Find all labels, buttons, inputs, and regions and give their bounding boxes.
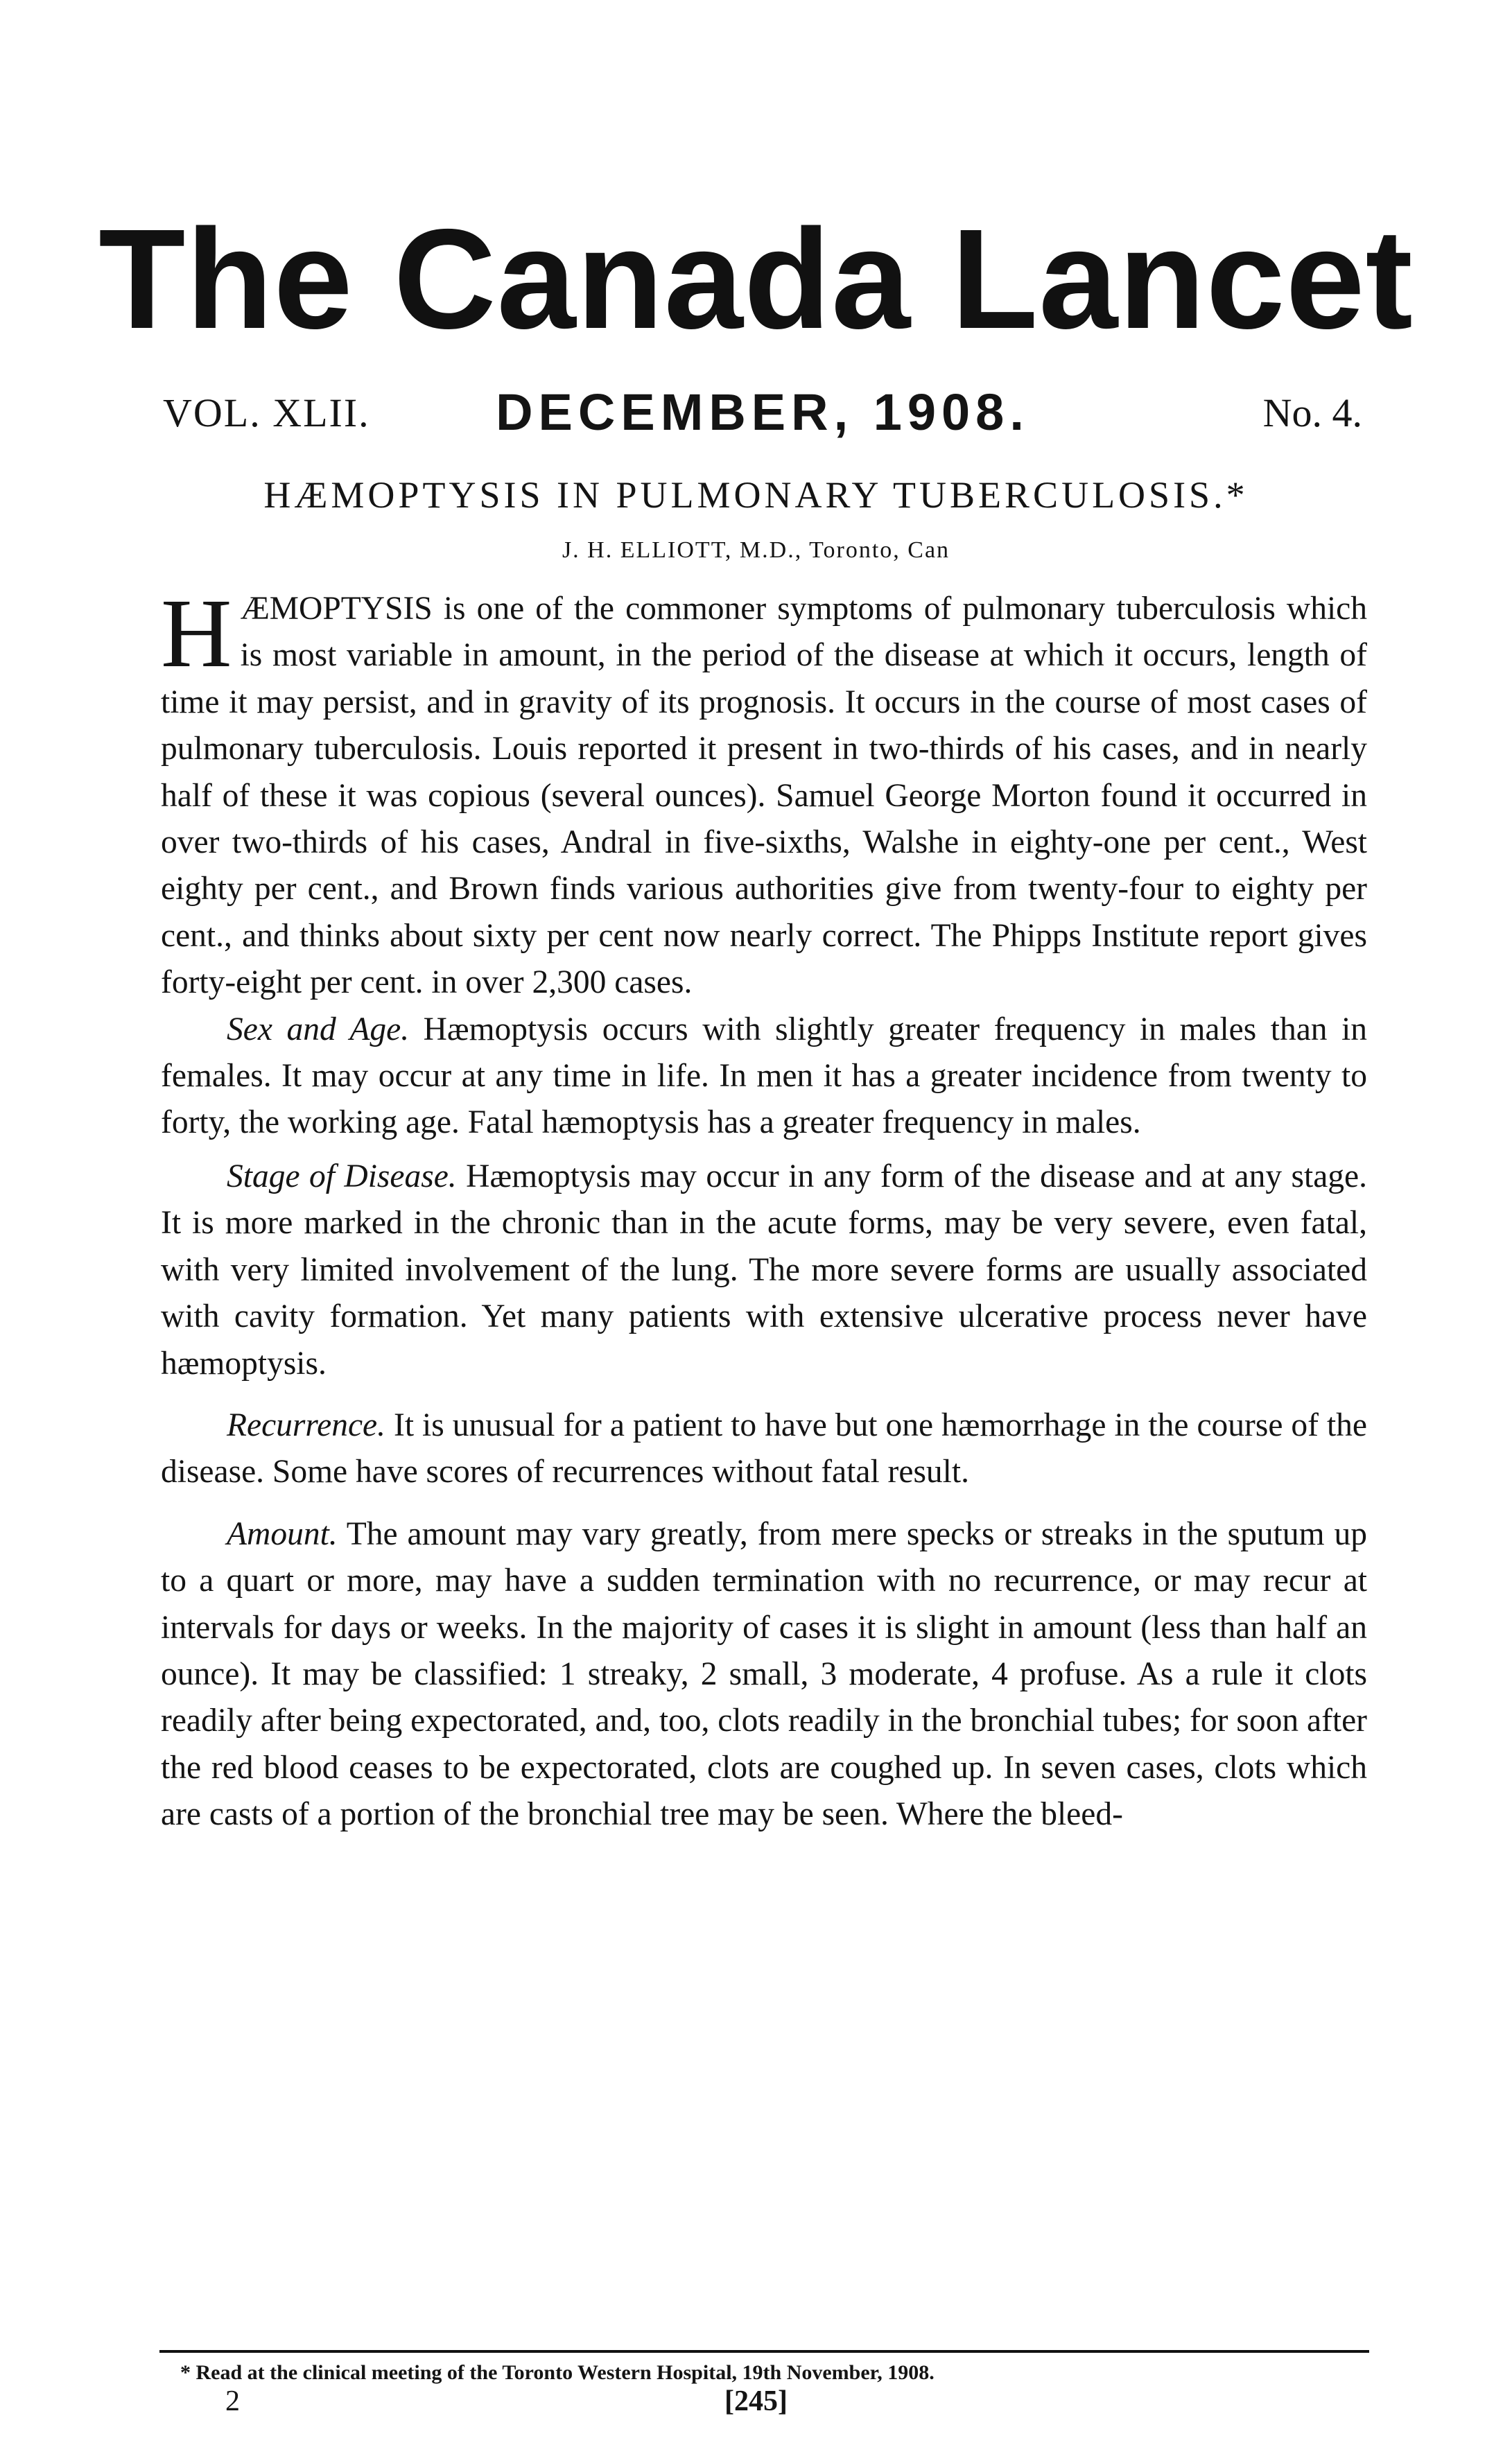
section-amount [161, 1511, 1367, 1838]
intro-paragraph [161, 578, 1367, 1007]
section-text: The amount may vary greatly, from mere specks or streaks in the sputum up to a quart or more, may have a sudden termination with no recurrence, or may recur at intervals for days or weeks. In the majority of cases it is slight in amount (less than half an ounce). It may be classified: 1 streaky, 2 small, 3 moderate, 4 profuse. As a rule it clots readily after being expectorated, and, too, clots readily in the bronchial tubes; for soon after the red blood ceases to be expectorated, clots are coughed up. In seven cases, clots which are casts of a portion of the bronchial tree may be seen. Where the bleed- [161, 1515, 1367, 1833]
section-heading: Amount. [227, 1515, 338, 1552]
section-heading: Stage of Disease. [227, 1158, 457, 1194]
issue-number: No. 4. [1262, 390, 1362, 435]
section-heading: Sex and Age. [227, 1011, 410, 1047]
section-text: Hæmoptysis occurs with slightly greater frequency in males than in females. It may occur at any time in life. In men it has a greater incidence from twenty to forty, the working age. Fatal hæmoptysis has a greater frequency in males. [161, 1011, 1368, 1141]
article-title: HÆMOPTYSIS IN PULMONARY TUBERCULOSIS.* [263, 474, 1249, 516]
section-heading: Recurrence. [227, 1407, 386, 1443]
journal-masthead: The Canada Lancet [98, 200, 1414, 358]
footnote-divider [159, 2350, 1369, 2353]
section-text: It is unusual for a patient to have but one hæmorrhage in the course of the disease. Some have scores of recurrences without fatal result. [161, 1407, 1367, 1490]
article-author: J. H. ELLIOTT, M.D., Toronto, Can [562, 537, 950, 563]
signature-mark: 2 [225, 2385, 240, 2417]
section-sex-and-age [161, 1007, 1367, 1147]
issue-date: DECEMBER, 1908. [496, 383, 1029, 441]
drop-cap: H [161, 578, 232, 688]
article-body [161, 578, 1368, 1838]
section-text: Hæmoptysis may occur in any form of the disease and at any stage. It is more marked in the chronic than in the acute forms, may be very severe, even fatal, with very limited involvement of the lung. The more severe forms are usually associated with cavity formation. Yet many patients with extensive ulcerative process never have hæmoptysis. [161, 1158, 1368, 1382]
intro-text: ÆMOPTYSIS is one of the commoner symptoms of pulmonary tuberculosis which is most variable in amount, in the period of the disease at which it occurs, length of time it may persist, and in gravity of its prognosis. It occurs in the course of most cases of pulmonary tuberculosis. Louis reported it present in two-thirds of his cases, and in nearly half of these it was copious (several ounces). Samuel George Morton found it occurred in over two-thirds of his cases, Andral in five-sixths, Walshe in eighty-one per cent., West eighty per cent., and Brown finds various authorities give from twenty-four to eighty per cent., and thinks about sixty per cent now nearly correct. The Phipps Institute report gives forty-eight per cent. in over 2,300 cases. [161, 591, 1367, 1001]
page-number: [245] [724, 2385, 788, 2417]
volume-label: VOL. XLII. [163, 390, 370, 435]
footnote: * Read at the clinical meeting of the Toronto Western Hospital, 19th November, 1908. [180, 2361, 935, 2384]
section-stage-of-disease [161, 1154, 1367, 1387]
issue-info-row [163, 383, 1362, 445]
section-recurrence [161, 1402, 1367, 1496]
